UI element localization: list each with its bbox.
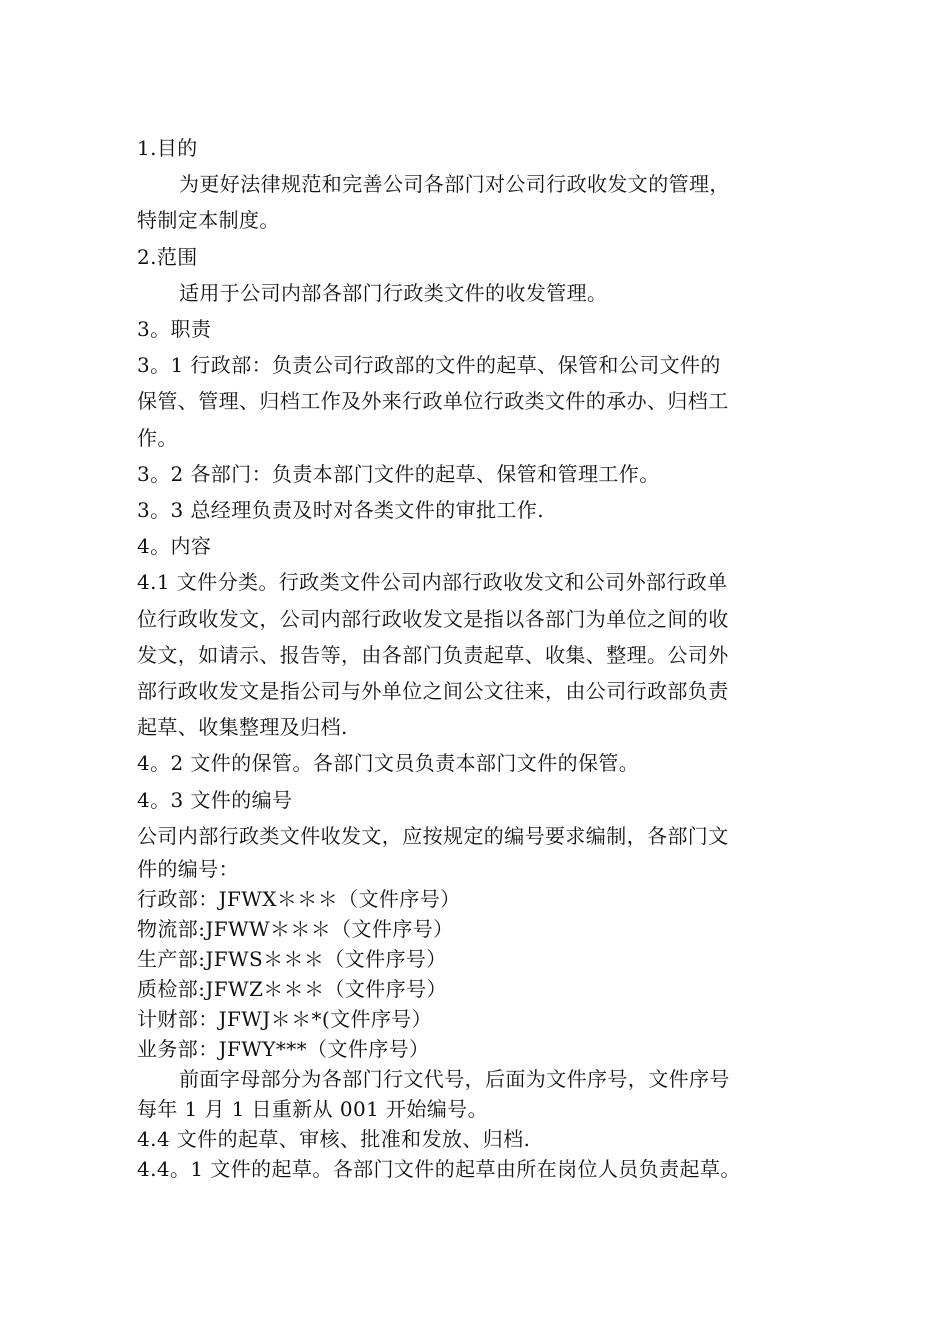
paragraph-line: 4。2 文件的保管。各部门文员负责本部门文件的保管。 <box>137 751 640 776</box>
document-body <box>137 130 827 1184</box>
section-heading-content: 4。内容 <box>137 534 212 559</box>
paragraph-line: 公司内部行政类文件收发文，应按规定的编号要求编制，各部门文 <box>137 823 729 848</box>
paragraph-line: 保管、管理、归档工作及外来行政单位行政类文件的承办、归档工 <box>137 389 729 414</box>
paragraph-line: 部行政收发文是指公司与外单位之间公文往来，由公司行政部负责 <box>137 679 729 704</box>
code-list-item: 行政部：JFWX＊＊＊（文件序号） <box>137 887 461 912</box>
code-list-item: 物流部:JFWW＊＊＊（文件序号） <box>137 917 454 942</box>
paragraph-line: 件的编号： <box>137 857 239 882</box>
paragraph-line: 适用于公司内部各部门行政类文件的收发管理。 <box>179 280 608 305</box>
paragraph-line: 前面字母部分为各部门行文代号，后面为文件序号，文件序号 <box>179 1067 730 1092</box>
section-heading-duties: 3。职责 <box>137 317 212 342</box>
paragraph-line: 位行政收发文，公司内部行政收发文是指以各部门为单位之间的收 <box>137 606 729 631</box>
paragraph-line: 4.4 文件的起草、审核、批准和发放、归档. <box>137 1127 531 1152</box>
paragraph-line: 为更好法律规范和完善公司各部门对公司行政收发文的管理， <box>179 172 730 197</box>
paragraph-line: 起草、收集整理及归档. <box>137 715 348 740</box>
paragraph-line: 3。3 总经理负责及时对各类文件的审批工作. <box>137 498 544 523</box>
paragraph-line: 4.4。1 文件的起草。各部门文件的起草由所在岗位人员负责起草。 <box>137 1157 741 1182</box>
paragraph-line: 发文，如请示、报告等，由各部门负责起草、收集、整理。公司外 <box>137 642 729 667</box>
paragraph-line: 4。3 文件的编号 <box>137 787 293 812</box>
section-heading-purpose: 1.目的 <box>137 136 198 160</box>
paragraph-line: 4.1 文件分类。行政类文件公司内部行政收发文和公司外部行政单 <box>137 570 728 595</box>
code-list-item: 计财部：JFWJ＊＊*(文件序号） <box>137 1007 433 1032</box>
paragraph-line: 3。2 各部门：负责本部门文件的起草、保管和管理工作。 <box>137 461 660 486</box>
section-heading-scope: 2.范围 <box>137 244 198 269</box>
paragraph-line: 作。 <box>137 425 178 450</box>
code-list-item: 生产部:JFWS＊＊＊（文件序号） <box>137 947 447 972</box>
paragraph-line: 特制定本制度。 <box>137 208 280 233</box>
paragraph-line: 3。1 行政部：负责公司行政部的文件的起草、保管和公司文件的 <box>137 353 721 378</box>
code-list-item: 质检部:JFWZ＊＊＊（文件序号） <box>137 977 447 1002</box>
paragraph-line: 每年 1 月 1 日重新从 001 开始编号。 <box>137 1097 488 1122</box>
code-list-item: 业务部：JFWY***（文件序号） <box>137 1037 430 1062</box>
